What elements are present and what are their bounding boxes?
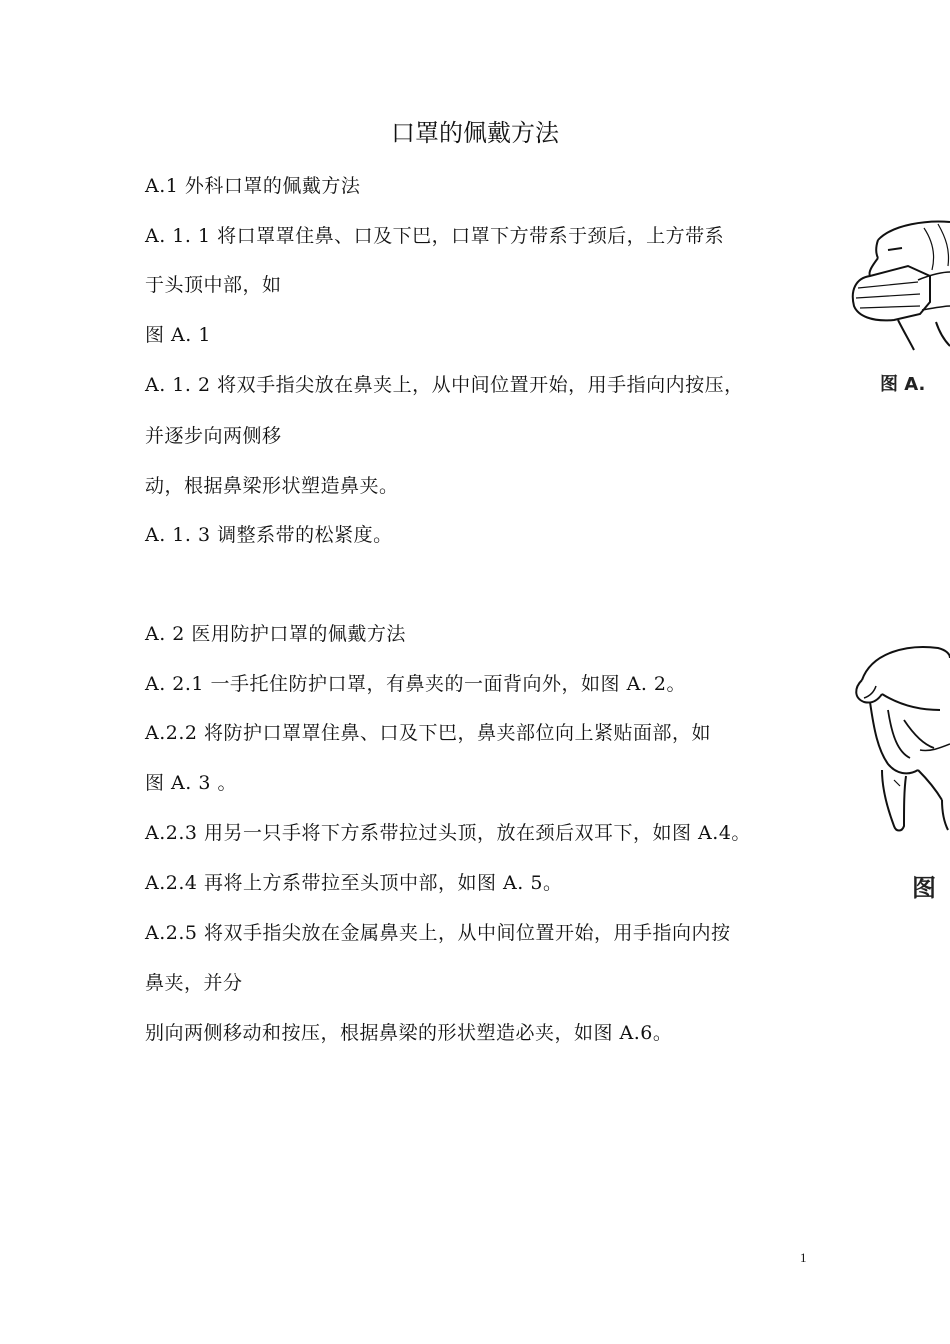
paragraph-line: A.2.4 再将上方系带拉至头顶中部，如图 A. 5。 [145,872,563,894]
paragraph-line: A.2.3 用另一只手将下方系带拉过头顶，放在颈后双耳下，如图 A.4。 [145,822,751,844]
paragraph-line: 别向两侧移动和按压，根据鼻梁的形状塑造必夹，如图 A.6。 [145,1022,673,1044]
paragraph-line: 动，根据鼻梁形状塑造鼻夹。 [145,475,399,497]
paragraph-line: A. 2.1 一手托住防护口罩，有鼻夹的一面背向外，如图 A. 2。 [145,673,686,695]
section-heading-a2: A. 2 医用防护口罩的佩戴方法 [145,623,406,645]
paragraph-line: 图 A. 3 。 [145,772,237,794]
hand-respirator-illustration [848,640,950,860]
paragraph-line: A. 1. 3 调整系带的松紧度。 [145,524,393,546]
paragraph-line: 于头顶中部，如 [145,274,282,296]
figure-a1-mask-head [848,210,950,360]
paragraph-line: 并逐步向两侧移 [145,425,282,447]
paragraph-line: 图 A. 1 [145,324,211,346]
page-number: 1 [800,1250,807,1265]
figure-a2-caption: 图 [912,874,936,902]
paragraph-line: A.2.2 将防护口罩罩住鼻、口及下巴，鼻夹部位向上紧贴面部，如 [145,722,712,744]
section-heading-a1: A.1 外科口罩的佩戴方法 [145,175,361,197]
paragraph-line: A.2.5 将双手指尖放在金属鼻夹上，从中间位置开始，用手指向内按 [145,922,731,944]
page-title: 口罩的佩戴方法 [391,119,559,147]
paragraph-line: A. 1. 1 将口罩罩住鼻、口及下巴，口罩下方带系于颈后，上方带系 [145,225,725,247]
paragraph-line: 鼻夹，并分 [145,972,243,994]
paragraph-line: A. 1. 2 将双手指尖放在鼻夹上，从中间位置开始，用手指向内按压， [145,374,744,396]
figure-a2-hand-respirator [848,640,950,860]
mask-head-illustration [848,210,950,360]
figure-a1-caption: 图 A. [880,374,926,395]
